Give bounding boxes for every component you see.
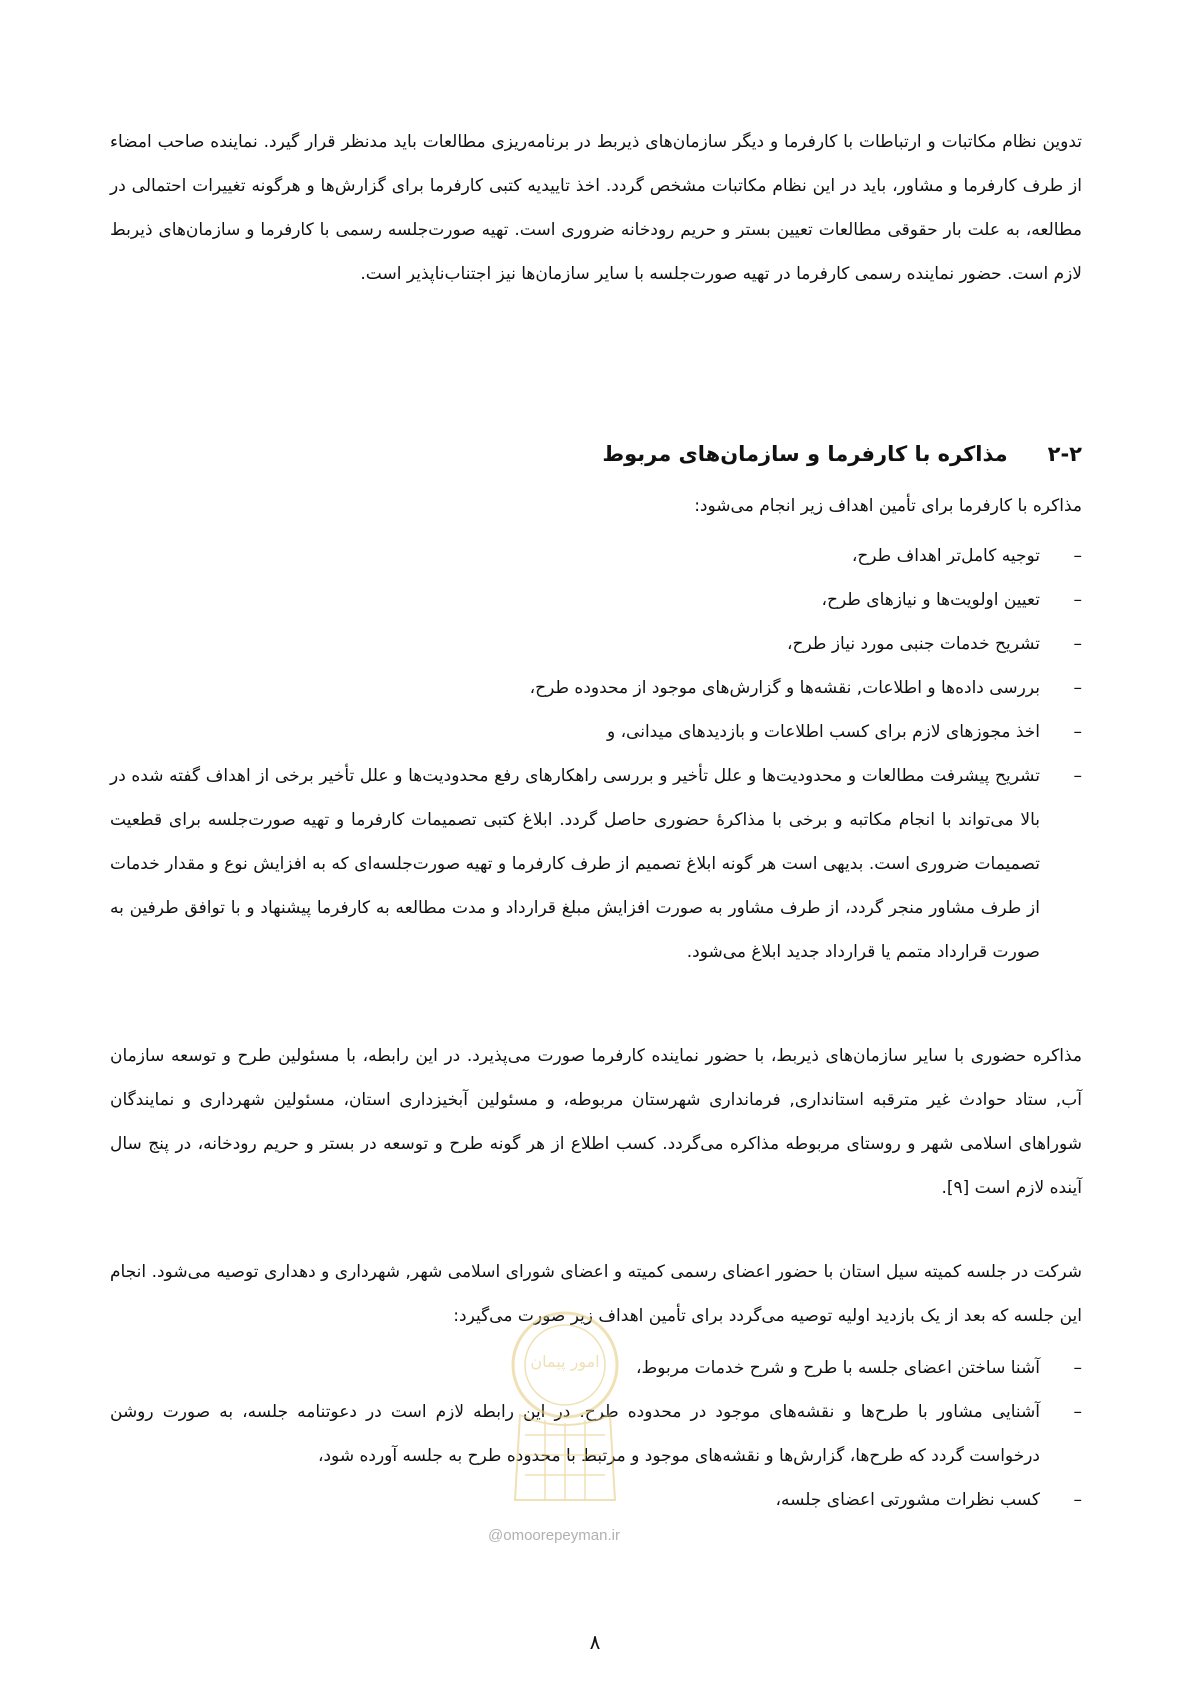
page-number: ۸ xyxy=(589,1630,601,1654)
watermark-site: @omoorepeyman.ir xyxy=(488,1527,620,1544)
list-item: – تشریح پیشرفت مطالعات و محدودیت‌ها و علل تأخیر و بررسی راهکارهای رفع محدودیت‌ها و علل تأخیر برخی از اهداف گفته شده در بالا می‌تواند با انجام مکاتبه و برخی با مذاکرهٔ حضوری حاصل گردد. ابلاغ کتبی تصمیمات کارفرما و تهیه صورت‌جلسه برای قطعیت تصمیمات ضروری است. بدیهی است هر گونه ابلاغ تصمیم از طرف کارفرما و تهیه صورت‌جلسه‌ای که به افزایش نوع و مقدار خدمات از طرف مشاور منجر گردد، از طرف مشاور به صورت افزایش مبلغ قرارداد و مدت مطالعه به کارفرما پیشنهاد و با توافق طرفین به صورت قرارداد متمم یا قرارداد جدید ابلاغ می‌شود. xyxy=(110,754,1082,974)
list-item: – توجیه کامل‌تر اهداف طرح، xyxy=(110,534,1082,578)
list-dash: – xyxy=(1073,634,1082,654)
section-number: ۲-۲ xyxy=(1047,442,1082,466)
list-item: – بررسی داده‌ها و اطلاعات, نقشه‌ها و گزارش‌های موجود از محدوده طرح، xyxy=(110,666,1082,710)
paragraph-2: مذاکره حضوری با سایر سازمان‌های ذیربط، با حضور نماینده کارفرما صورت می‌پذیرد. در این رابطه، با مسئولین طرح و توسعه سازمان آب, ستاد حوادث غیر مترقبه استانداری, فرمانداری شهرستان مربوطه، و مسئولین آبخیزداری استان، مسئولین شهرداری و نمایندگان شوراهای اسلامی شهر و روستای مربوطه مذاکره می‌گردد. کسب اطلاع از هر گونه طرح و توسعه در بستر و حریم رودخانه، در پنج سال آینده لازم است [۹]. xyxy=(110,1046,1082,1198)
list-dash: – xyxy=(1073,766,1082,786)
list-item: – تعیین اولویت‌ها و نیازهای طرح، xyxy=(110,578,1082,622)
list-dash: – xyxy=(1073,1490,1082,1510)
list-dash: – xyxy=(1073,546,1082,566)
section-lead: مذاکره با کارفرما برای تأمین اهداف زیر انجام می‌شود: xyxy=(694,496,1082,516)
section-heading xyxy=(110,432,1082,476)
list-dash: – xyxy=(1073,1358,1082,1378)
list-item: – آشنایی مشاور با طرح‌ها و نقشه‌های موجود در محدوده طرح. در این رابطه لازم است در دعوتنامه جلسه، به صورت روشن درخواست گردد که طرح‌ها، گزارش‌ها و نقشه‌های موجود و مرتبط با محدوده طرح به جلسه آورده شود، xyxy=(110,1390,1082,1478)
section-title: مذاکره با کارفرما و سازمان‌های مربوط xyxy=(602,442,1008,466)
list-dash: – xyxy=(1073,1402,1082,1422)
list-item: – تشریح خدمات جنبی مورد نیاز طرح، xyxy=(110,622,1082,666)
list-item: – اخذ مجوزهای لازم برای کسب اطلاعات و بازدیدهای میدانی، و xyxy=(110,710,1082,754)
list-dash: – xyxy=(1073,722,1082,742)
svg-text:امور پیمان: امور پیمان xyxy=(530,1352,600,1371)
paragraph-3: شرکت در جلسه کمیته سیل استان با حضور اعضای رسمی کمیته و اعضای شورای اسلامی شهر, شهرداری و دهداری توصیه می‌شود. انجام این جلسه که بعد از یک بازدید اولیه توصیه می‌گردد برای تأمین اهداف زیر صورت می‌گیرد: xyxy=(110,1262,1082,1326)
committee-objectives-list xyxy=(110,1346,1082,1522)
list-dash: – xyxy=(1073,590,1082,610)
list-item: – کسب نظرات مشورتی اعضای جلسه، xyxy=(110,1478,1082,1522)
list-item: – آشنا ساختن اعضای جلسه با طرح و شرح خدمات مربوط، xyxy=(110,1346,1082,1390)
intro-paragraph: تدوین نظام مکاتبات و ارتباطات با کارفرما و دیگر سازمان‌های ذیربط در برنامه‌ریزی مطالعات باید مدنظر قرار گیرد. نماینده صاحب امضاء از طرف کارفرما و مشاور، باید در این نظام مکاتبات مشخص گردد. اخذ تاییدیه کتبی کارفرما برای گزارش‌ها و هرگونه تغییرات احتمالی در مطالعه، به علت بار حقوقی مطالعات تعیین بستر و حریم رودخانه ضروری است. تهیه صورت‌جلسه رسمی با کارفرما و سازمان‌های ذیربط لازم است. حضور نماینده رسمی کارفرما در تهیه صورت‌جلسه با سایر سازمان‌ها نیز اجتناب‌ناپذیر است. xyxy=(110,132,1082,284)
list-dash: – xyxy=(1073,678,1082,698)
objectives-list xyxy=(110,534,1082,974)
